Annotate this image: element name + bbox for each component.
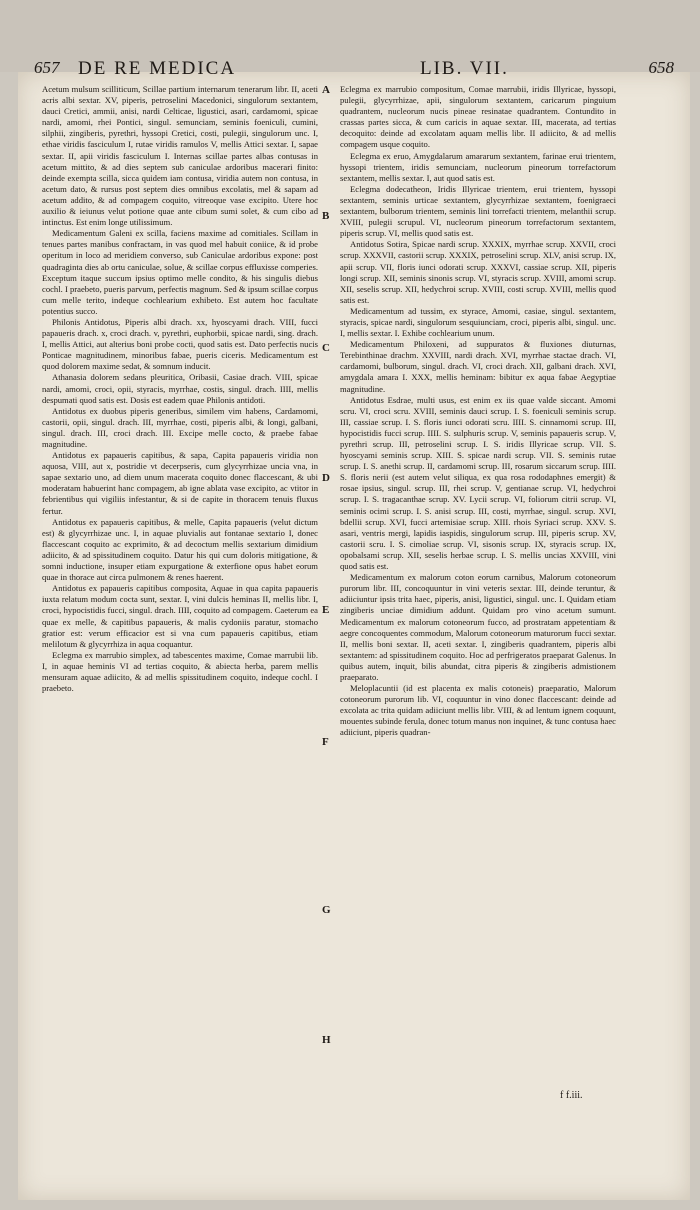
running-title-right: LIB. VII. <box>420 58 509 79</box>
page-number-left: 657 <box>34 58 60 77</box>
paragraph: Athanasia dolorem sedans pleuritica, Oribasii, Casiae drach. VIII, spicae nardi, amomi, croci, opii, styracis, myrrhae, costis, singul. drach. IIII, mellis despumati quod satis est. Dosis est eadem quae Philonis antidoti. <box>42 372 318 405</box>
paragraph: Eclegma ex marrubio compositum, Comae marrubii, iridis Illyricae, hyssopi, pulegii, glycyrrhizae, apii, singulorum sextantem, caricarum pinguium quadrantem, nucleorum nucis pineae resinatae quadrantem. Contundito in crassas partes sicca, & cum caricis in aquae sextar. III, macerata, ad tertias decoquito: deinde ad excolatam aquam mellis libr. II adiicito, & ad mellis compagem usque coquito. <box>340 84 616 150</box>
running-title-left: DE RE MEDICA <box>78 58 237 79</box>
margin-letter: F <box>322 736 329 748</box>
paragraph: Antidotus Sotira, Spicae nardi scrup. XXXIX, myrrhae scrup. XXVII, croci scrup. XXXVII, castorii scrup. XXXIX, petroselini scrup. XLV, anisi scrup. IX, apii scrup. VII, floris iunci odorati scrup. XXXVI, cassiae scrup. XII, piperis longi scrup. XII, seminis sinonis scrup. VI, styracis scrup. XVIII, amomi scrup. XII, seselis scrup. XII, hedychroi scrup. XVIII, costi scrup. XVIII, mellis quod satis est. <box>340 239 616 305</box>
paragraph: Medicamentum ad tussim, ex styrace, Amomi, casiae, singul. sextantem, styracis, spicae nardi, singulorum sesquiunciam, croci, piperis albi, singul. unc. I, mellis sextar. I. Exhibe cochlearium unum. <box>340 305 616 339</box>
page-number-right: 658 <box>648 58 674 77</box>
paragraph: Antidotus ex duobus piperis generibus, similem vim habens, Cardamomi, castorii, opii, singul. drach. III, myrrhae, costi, piperis albi, & longi, galbani, singul. drach. III, croci drach. III. Excipe melle cocto, & praebe fabae magnitudine. <box>42 405 318 449</box>
paragraph: Antidotus ex papaueris capitibus, & sapa, Capita papaueris viridia non aquosa, VIII, aut x, postridie vt decerpseris, cum glycyrrhizae uncia vna, in sapae sextario uno, ad diem unum macerata coquito donec flaccescant, & ubi moderatam habuerint hanc compagem, ab igne ablata vase excipito, ac vtitor in febrientibus qui vigiliis infestantur, & si de capite in thoracem tenuis fluxus fertur. <box>42 450 318 516</box>
margin-letters <box>318 84 336 1064</box>
paragraph: Acetum mulsum scilliticum, Scillae partium internarum tenerarum libr. II, aceti acris albi sextar. XV, piperis, petroselini Macedonici, singulorum sextantem, dauci Cretici, ammii, anisi, nardi Celticae, ligustici, asari, cardamomi, spicae nardi, amomi, rhei Pontici, singul. semunciam, seminis foeniculi, cumini, silphii, zingiberis, pyrethri, hyssopi Cretici, costi, pulegii, singulorum unc. I, ethae viridis fasciculum I, rutae viridis ramulos V, mellis Attici sextar. I, sapae sextar. II, apii viridis fasciculum I. Internas scillae partes albas contusas in acetum mittito, & ad dies septem sub caniculae ardoribus macerari finito: deinde exempta scilla, sicca quidem iam contusa, viridia autem non contusa, in acetum dato, & rursus post septem dies omnibus excolatis, mel & sapam ad acetum addito, & ad compagem coquito, vitreoque vase excipito. Utere hoc auxilio & ieiunus velut potione quae ante cibum sumi solet, & cum cibo ad intinctus. Est enim longe utilissimum. <box>42 84 318 228</box>
signature-mark: f f.iii. <box>560 1090 583 1101</box>
paragraph: Antidotus ex papaueris capitibus composita, Aquae in qua capita papaueris iuxta relatum modum cocta sunt, sextar. I, vini dulcis heminas II, mellis libr. I, croci, hypocistidis fucci, singul. drach. IIII, coquito ad compagem. Caeterum ea quae ex melle, & capitibus papaueris, & malis cydoniis paratur, stomacho gratior est: verum efficacior est si vna cum papaueris capitibus, etiam melilotum & glycyrrhiza in aqua coquantur. <box>42 583 318 649</box>
paragraph: Eclegma ex marrubio simplex, ad tabescentes maxime, Comae marrubii lib. I, in aquae heminis VI ad tertias coquito, & abiecta herba, parem mellis mensuram aquae adiicito, & ad mellis spissitudinem coquito, indeque cochl. I praebeto. <box>42 649 318 694</box>
paragraph: Eclegma dodecatheon, Iridis Illyricae trientem, erui trientem, hyssopi sextantem, seminis urticae sextantem, glycyrrhizae sextantem, foenigraeci sextantem, bulborum trientem, seminis lini torrefacti trientem, melanthii scrup. XVIII, pulegii scrupul. VI, nucleorum pineorum torrefactorum sextantem, piperis scrup. VI, mellis quod satis est. <box>340 183 616 239</box>
margin-letter: D <box>322 472 330 484</box>
paragraph: Medicamentum Philoxeni, ad suppuratos & fluxiones diuturnas, Terebinthinae drachm. XXVIII, nardi drach. XVI, myrrhae stactae drach. VI, cardamomi, bulborum, singul. drach. VI, croci drach. XII, galbani drach. XVI, amygdala amara I. XXX, mellis heminam: bibitur ex aqua fabae Aegyptiae magnitudine. <box>340 339 616 394</box>
margin-letter: A <box>322 84 330 96</box>
right-text-column <box>340 84 616 739</box>
paragraph: Medicamentum ex malorum coton eorum carnibus, Malorum cotoneorum purorum libr. III, concoquuntur in vini veteris sextar. III, deinde teruntur, & adiiciuntur ipsis trita haec, piperis, anisi, ligustici, singul. unc. I. Quidam etiam zingiberis unciae dimidium addunt. Quidam pro vino acetum sumunt. Medicamentum ex malorum cotoneorum fucco, ad prostratam appetentiam & aegre concoquentes commodum, Malorum cotoneorum maturorum fucci sextar. II, mellis boni sextar. II, aceti sextar. I, zingiberis quadrantem, piperis albi sextantem: ad spissitudinem coquito. Hoc ad perfrigeratos praeparat Galenus. In quibus autem, inquit, bilis abundat, citra piperis & zingiberis admistionem praeparato. <box>340 572 616 682</box>
margin-letter: E <box>322 604 330 616</box>
paragraph: Antidotus ex papaueris capitibus, & melle, Capita papaueris (velut dictum est) & glycyrrhizae unc. I, in aquae pluvialis aut fontanae sextario I, donec flaccescant coquito ac exprimito, & ad decoctum mellis sextarium dimidium adiicito, & ad spissitudinem coquito. Datur his qui cum doloris mitigatione, & somni inductione, insuper etiam expurgatione & exterfione opus habet eorum quae in thorace aut circa pulmonem & renes haerent. <box>42 516 318 583</box>
page-header <box>34 58 674 82</box>
paragraph: Meloplacuntii (id est placenta ex malis cotoneis) praeparatio, Malorum cotoneorum purorum lib. VI, coquuntur in vino donec flaccescant: deinde ad excolata ac trita quidam adiiciunt mellis libr. VIII, & ad lentum ignem coquunt, mouentes subinde ferula, donec totum manus non inquinet, & tunc contusa haec adiiciunt, piperis quadran- <box>340 683 616 738</box>
paragraph: Medicamentum Galeni ex scilla, faciens maxime ad comitiales. Scillam in tenues partes manibus confractam, in vas quod mel habuit coniice, & id probe operitum in loco ad meridiem converso, sub Caniculae ardoribus expone: post quadraginta dies ab ortu caniculae, solue, & scillae corpus effluxisse comperies. Exceptum itaque succum ipsius optimo melle condito, & his singulis diebus cochl. I praebeto, pueris parvum, perfectis magnum. Sed & ipsum scillae corpus cum melle terito, indeque cochlearium exhibeto. Est autem hoc facultate potentius succo. <box>42 228 318 316</box>
margin-letter: C <box>322 342 330 354</box>
margin-letter: G <box>322 904 331 916</box>
margin-letter: H <box>322 1034 331 1046</box>
left-text-column <box>42 84 318 694</box>
margin-letter: B <box>322 210 330 222</box>
paragraph: Philonis Antidotus, Piperis albi drach. xx, hyoscyami drach. VIII, fucci papaueris drach. x, croci drach. v, pyrethri, euphorbii, spicae nardi, sing. drach. I, mellis Attici, aut alterius boni probe cocti, quod satis est. Dato perfectis nucis Ponticae magnitudinem, minoribus fabae, pueris ciceris. Medicamentum est quod dolorem maxime sedat, & somnum inducit. <box>42 316 318 372</box>
paragraph: Antidotus Esdrae, multi usus, est enim ex iis quae valde siccant. Amomi scru. VI, croci scru. XVIII, seminis dauci scrup. I. S. foeniculi seminis scrup. III, cassiae scrup. I. S. floris iunci odorati scru. IIII. S. cinnamomi scrup. III, hypocistidis fucci scrup. IIII. S. sulphuris scrup. V, seminis papaueris scrup. V, pyrethri scrup. III, petroselini scrup. I. S. iridis Illyricae scrup. VII. S. hyoscyami seminis scrup. XIII. S. spicae nardi scrup. VII. S. seminis rutae scrup. I. S. anethi scrup. II, cardamomi scrup. III, rosarum siccarum scrup. IIII. S. floris nerii (est autem velut siliqua, ex qua rosa rododaphnes emergit) & rosae ipsius, singul. scrup. III, rhei scrup. V, gentianae scrup. VI, hedychroi scrup. I. S. tragacanthae scrup. XV. Lycii scrup. VI, foliorum citrii scrup. VI, seminis ocimi scrup. I. S. anisi scrup. III, costi, myrrhae, singul. scrup. XVI, bdellii scrup. XVI, fucci artemisiae scrup. XIII. rhois Syriaci scrup. XXV. S. asari, ventris mergi, lapidis iaspidis, singulorum scrup. III, piperis scrup. XV, castorii scru. I. S. cimoliae scrup. VI, sisonis scrup. IX, styracis scrup. IX, opobalsami scrup. XII, seselis herbae scrup. I. S. mellis uncias XXVIII, vini quod satis est. <box>340 394 616 572</box>
paragraph: Eclegma ex eruo, Amygdalarum amararum sextantem, farinae erui trientem, hyssopi trientem, iridis semunciam, nucleorum pineorum torrefactorum sextantem, mellis sextar. I, aut quod satis est. <box>340 150 616 183</box>
